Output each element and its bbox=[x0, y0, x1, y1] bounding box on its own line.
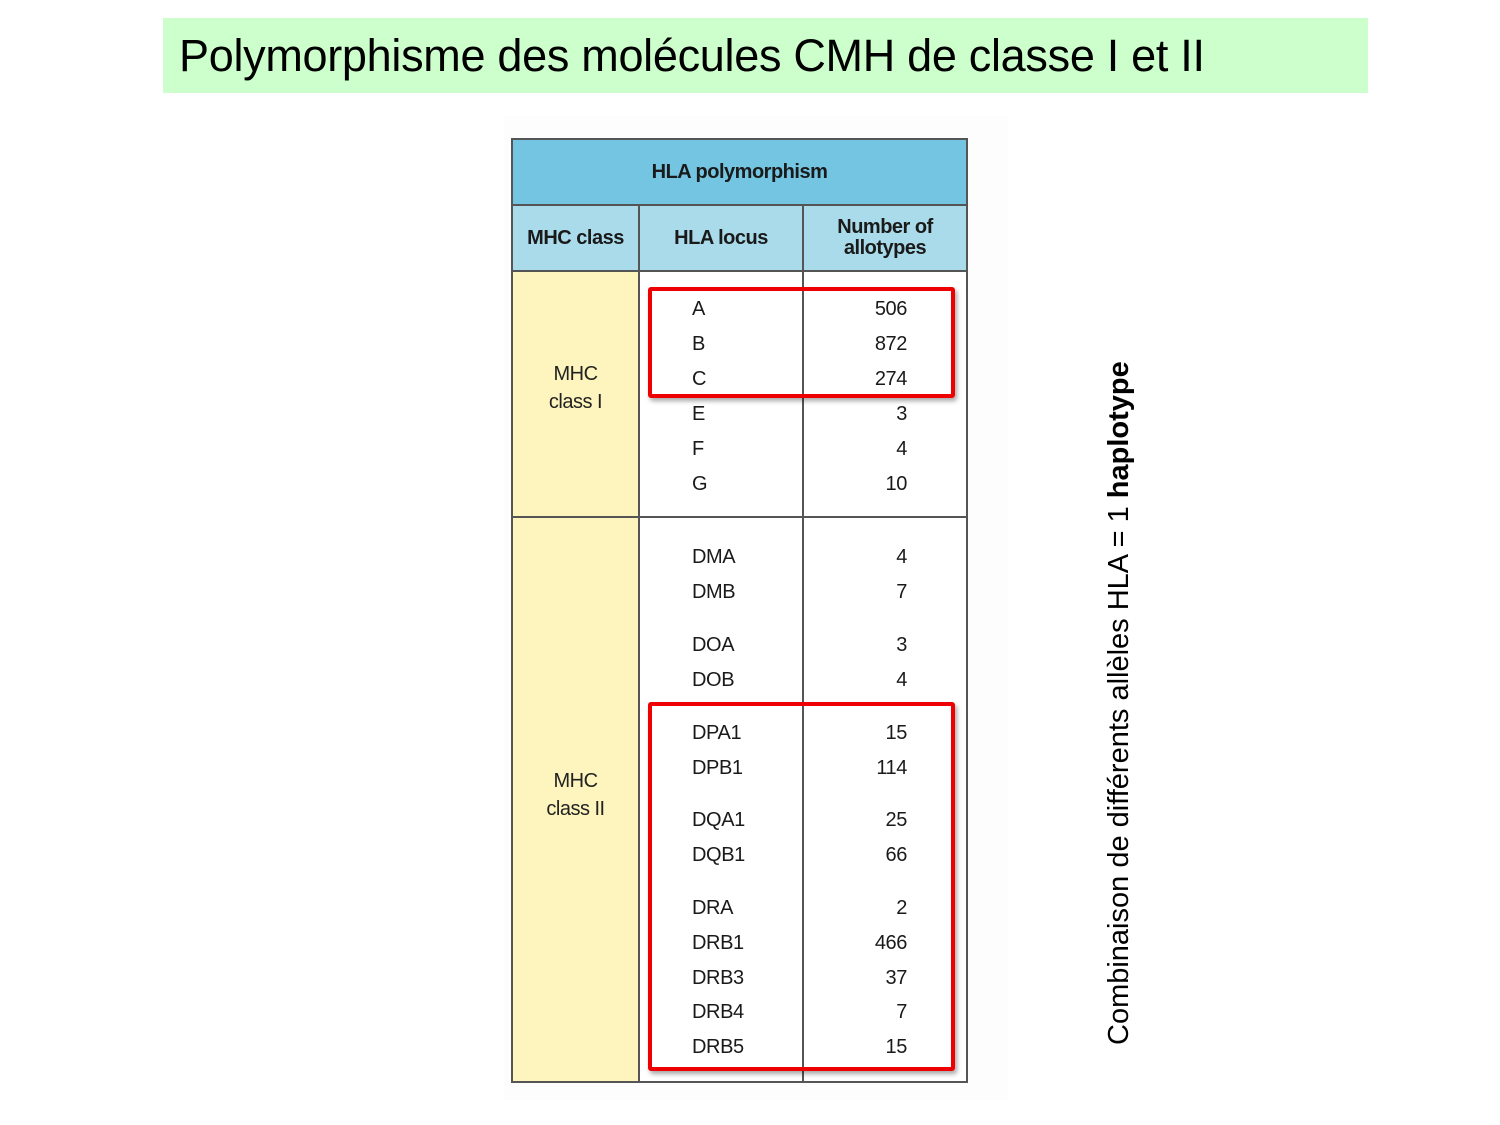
locus-DRB5: DRB5 bbox=[692, 1036, 744, 1058]
count-F: 4 bbox=[896, 438, 907, 460]
count-DRB5: 15 bbox=[885, 1036, 907, 1058]
count-DQB1: 66 bbox=[885, 844, 907, 866]
locus-DRA: DRA bbox=[692, 897, 734, 919]
class-i-label bbox=[513, 360, 638, 416]
divider bbox=[638, 206, 640, 272]
column-header-count-line2: allotypes bbox=[843, 237, 927, 259]
column-header-count bbox=[804, 206, 966, 270]
count-A: 506 bbox=[874, 298, 907, 320]
column-header-class: MHC class bbox=[527, 226, 624, 249]
highlight-box-class-i bbox=[648, 287, 955, 398]
class-ii-label-line2: class II bbox=[546, 798, 605, 820]
class-ii-label-line1: MHC bbox=[553, 770, 598, 792]
count-DPB1: 114 bbox=[876, 757, 907, 779]
count-DPA1: 15 bbox=[885, 722, 907, 744]
count-G: 10 bbox=[885, 473, 907, 495]
locus-F: F bbox=[692, 438, 704, 460]
count-DRB1: 466 bbox=[874, 932, 907, 954]
highlight-box-class-ii bbox=[648, 702, 955, 1071]
locus-DRB4: DRB4 bbox=[692, 1001, 744, 1023]
column-header-locus: HLA locus bbox=[674, 226, 768, 249]
group-divider bbox=[513, 516, 966, 518]
locus-E: E bbox=[692, 403, 705, 425]
column-header-count-line1: Number of bbox=[837, 216, 933, 238]
count-DOB: 4 bbox=[896, 669, 907, 691]
class-i-label-line2: class I bbox=[548, 391, 603, 413]
count-B: 872 bbox=[874, 333, 907, 355]
locus-DQA1: DQA1 bbox=[692, 809, 745, 831]
locus-DMA: DMA bbox=[692, 546, 736, 568]
class-ii-label bbox=[513, 767, 638, 823]
locus-DPA1: DPA1 bbox=[692, 722, 742, 744]
count-E: 3 bbox=[896, 403, 907, 425]
locus-A: A bbox=[692, 298, 705, 320]
table-title: HLA polymorphism bbox=[513, 140, 966, 206]
haplotype-note bbox=[1103, 361, 1136, 1045]
count-DQA1: 25 bbox=[885, 809, 907, 831]
divider bbox=[802, 206, 804, 272]
haplotype-note-text: Combinaison de différents allèles HLA = 1 bbox=[1103, 498, 1135, 1045]
locus-DMB: DMB bbox=[692, 581, 736, 603]
locus-DRB3: DRB3 bbox=[692, 967, 744, 989]
slide-title: Polymorphisme des molécules CMH de classe I et II bbox=[179, 30, 1205, 81]
slide-title-bar bbox=[163, 18, 1368, 93]
locus-DOA: DOA bbox=[692, 634, 735, 656]
count-DRA: 2 bbox=[896, 897, 907, 919]
count-DRB3: 37 bbox=[885, 967, 907, 989]
haplotype-note-bold: haplotype bbox=[1103, 361, 1135, 499]
class-i-label-line1: MHC bbox=[553, 363, 598, 385]
table-header-row bbox=[513, 206, 966, 272]
count-C: 274 bbox=[874, 368, 907, 390]
locus-DRB1: DRB1 bbox=[692, 932, 744, 954]
count-DOA: 3 bbox=[896, 634, 907, 656]
locus-B: B bbox=[692, 333, 705, 355]
locus-C: C bbox=[692, 368, 707, 390]
divider bbox=[638, 272, 640, 1081]
count-DRB4: 7 bbox=[896, 1001, 907, 1023]
locus-DQB1: DQB1 bbox=[692, 844, 745, 866]
count-DMA: 4 bbox=[896, 546, 907, 568]
count-DMB: 7 bbox=[896, 581, 907, 603]
locus-DOB: DOB bbox=[692, 669, 735, 691]
locus-G: G bbox=[692, 473, 708, 495]
locus-DPB1: DPB1 bbox=[692, 757, 743, 779]
